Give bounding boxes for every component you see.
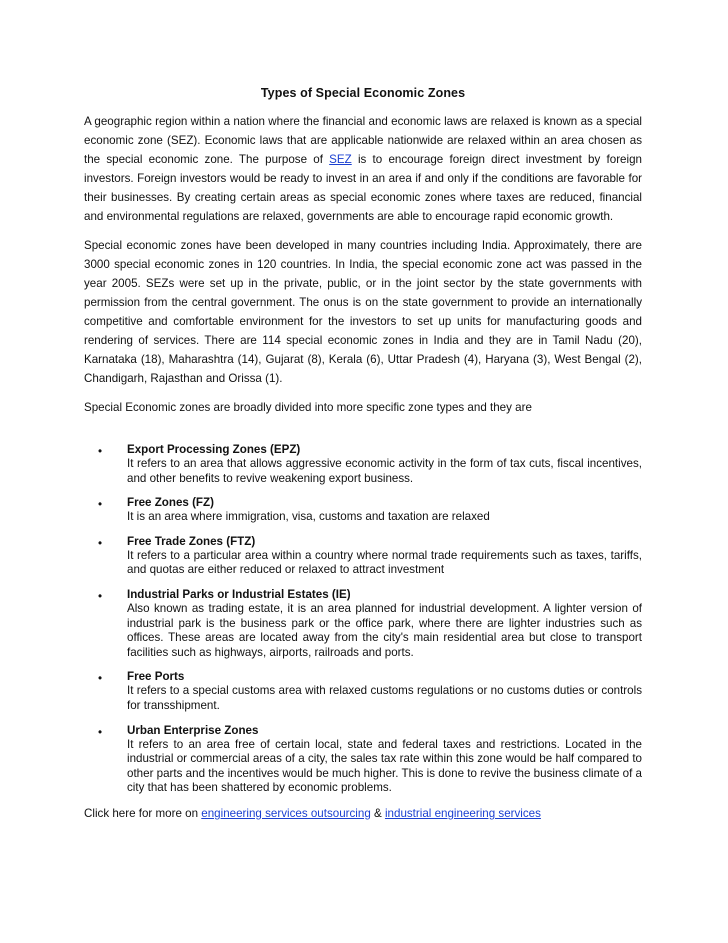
zone-description: Also known as trading estate, it is an area planned for industrial development. A lighter version of industrial park is the business park or the office park, where there are lighter industries such as offices. These areas are located away from the city's main residential area but close to transport facilities such as highways, airports, railroads and ports. (127, 601, 642, 659)
bullet-icon: • (98, 536, 103, 550)
list-item (84, 443, 642, 486)
zone-title: Urban Enterprise Zones (127, 723, 259, 737)
zone-description: It refers to a special customs area with relaxed customs regulations or no customs duties or controls for transshipment. (127, 684, 642, 712)
industrial-engineering-services-link[interactable]: industrial engineering services (384, 806, 541, 820)
paragraph-definition-text-end: is to encourage foreign direct investment by foreign investors. Foreign investors would be ready to invest in an area if and only if the conditions are favorable for their businesses. By creating certain areas as special economic zones where taxes are reduced, financial and environmental regulations are relaxed, governments are able to encourage rapid economic growth. (84, 153, 642, 223)
paragraph-intro: Special Economic zones are broadly divided into more specific zone types and they are (84, 401, 532, 414)
zone-title: Industrial Parks or Industrial Estates (IE) (127, 587, 351, 601)
zone-type-list (84, 443, 642, 796)
list-item (84, 588, 642, 660)
paragraph-definition (84, 112, 642, 226)
list-item (84, 535, 642, 578)
zone-description: It is an area where immigration, visa, customs and taxation are relaxed (127, 510, 490, 524)
zone-description: It refers to an area that allows aggressive economic activity in the form of tax cuts, fiscal incentives, and other benefits to revive weakening export business. (127, 457, 642, 485)
list-item (84, 724, 642, 796)
page-title: Types of Special Economic Zones (260, 86, 466, 100)
bullet-icon: • (98, 725, 103, 739)
bullet-icon: • (98, 672, 103, 686)
engineering-services-outsourcing-link[interactable]: engineering services outsourcing (201, 806, 371, 820)
paragraph-india: Special economic zones have been developed in many countries including India. Approximately, there are 3000 special economic zones in 120 countries. In India, the special economic zone act was passed in the year 2005. SEZs were set up in the private, public, or in the joint sector by the state governments with permission from the central government. The onus is on the state government to provide an internationally competitive and comfortable environment for the investors to set up units for manufacturing goods and rendering of services. There are 114 special economic zones in India and they are in Tamil Nadu (20), Karnataka (18), Maharashtra (14), Gujarat (8), Kerala (6), Uttar Pradesh (4), Haryana (3), West Bengal (2), Chandigarh, Rajasthan and Orissa (1). (84, 239, 642, 385)
zone-description: It refers to an area free of certain local, state and federal taxes and restrictions. Located in the industrial or commercial areas of a city, the sales tax rate within this zone would be half compared to other parts and the incentives would be much higher. This is done to revive the business climate of a city that has been shattered by economic problems. (127, 737, 642, 795)
document-page (84, 86, 642, 821)
list-item (84, 496, 642, 525)
footer-separator: & (370, 806, 385, 820)
bullet-icon: • (98, 589, 103, 603)
zone-title: Free Ports (127, 670, 185, 684)
footer-prefix: Click here for more on (84, 806, 202, 820)
zone-title: Free Trade Zones (FTZ) (127, 534, 256, 548)
sez-link[interactable]: SEZ (329, 153, 352, 166)
bullet-icon: • (98, 498, 103, 512)
zone-title: Free Zones (FZ) (127, 496, 214, 510)
bullet-icon: • (98, 445, 103, 458)
footer-links (84, 806, 642, 821)
zone-description: It refers to a particular area within a country where normal trade requirements such as taxes, tariffs, and quotas are either reduced or relaxed to attract investment (127, 548, 642, 577)
zone-title: Export Processing Zones (EPZ) (127, 443, 301, 456)
paragraph-definition-text-start: A geographic region within a nation where the financial and economic laws are relaxed is known as a special economic zone (SEZ). Economic laws that are applicable nationwide are relaxed within an area chosen as the special economic zone. The purpose of (84, 115, 642, 166)
list-item (84, 670, 642, 713)
